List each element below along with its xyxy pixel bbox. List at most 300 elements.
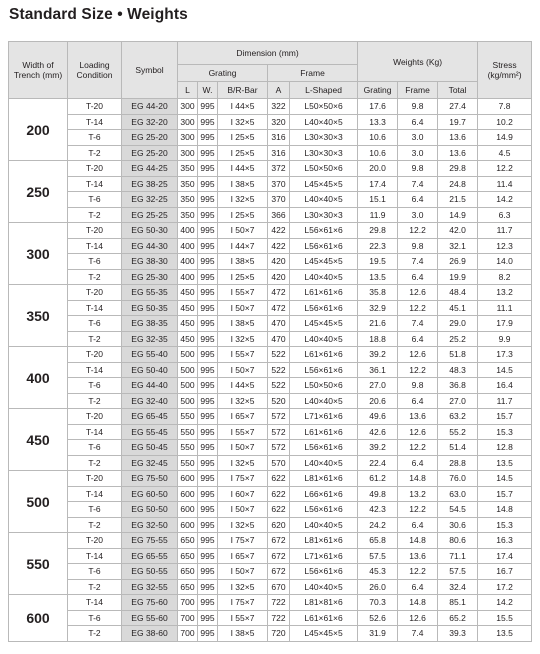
br-bar-cell: I 32×5: [218, 393, 268, 409]
weight-grating-cell: 13.3: [358, 114, 398, 130]
table-row: [9, 161, 532, 177]
weight-total-cell: 14.9: [438, 207, 478, 223]
weight-total-cell: 13.6: [438, 145, 478, 161]
a-cell: 572: [268, 440, 290, 456]
l-shaped-cell: L40×40×5: [290, 269, 358, 285]
l-cell: 600: [178, 471, 198, 487]
weight-grating-cell: 22.3: [358, 238, 398, 254]
stress-cell: 13.5: [478, 455, 532, 471]
weight-total-cell: 51.8: [438, 347, 478, 363]
a-cell: 520: [268, 393, 290, 409]
l-shaped-cell: L40×40×5: [290, 192, 358, 208]
w-cell: 995: [198, 145, 218, 161]
w-cell: 995: [198, 517, 218, 533]
trench-width-cell: 450: [9, 409, 68, 471]
l-shaped-cell: L56×61×6: [290, 300, 358, 316]
header-grating: Grating: [178, 65, 268, 82]
br-bar-cell: I 38×5: [218, 316, 268, 332]
weight-total-cell: 80.6: [438, 533, 478, 549]
table-row: [9, 99, 532, 115]
weight-total-cell: 25.2: [438, 331, 478, 347]
header-br-bar: B/R-Bar: [218, 82, 268, 99]
weight-frame-cell: 7.4: [398, 254, 438, 270]
loading-condition-cell: T-14: [68, 114, 122, 130]
loading-condition-cell: T-14: [68, 548, 122, 564]
loading-condition-cell: T-6: [68, 378, 122, 394]
w-cell: 995: [198, 176, 218, 192]
br-bar-cell: I 44×5: [218, 99, 268, 115]
table-row: [9, 207, 532, 223]
weight-frame-cell: 9.8: [398, 378, 438, 394]
symbol-cell: EG 50-45: [122, 440, 178, 456]
br-bar-cell: I 50×7: [218, 362, 268, 378]
symbol-cell: EG 65-45: [122, 409, 178, 425]
a-cell: 572: [268, 424, 290, 440]
l-cell: 550: [178, 409, 198, 425]
stress-cell: 15.3: [478, 517, 532, 533]
trench-width-cell: 600: [9, 595, 68, 642]
table-row: [9, 564, 532, 580]
l-shaped-cell: L40×40×5: [290, 455, 358, 471]
l-cell: 600: [178, 486, 198, 502]
weight-total-cell: 28.8: [438, 455, 478, 471]
br-bar-cell: I 55×7: [218, 610, 268, 626]
weight-total-cell: 19.9: [438, 269, 478, 285]
weight-frame-cell: 9.8: [398, 99, 438, 115]
table-row: [9, 393, 532, 409]
l-cell: 700: [178, 610, 198, 626]
a-cell: 472: [268, 300, 290, 316]
loading-condition-cell: T-2: [68, 517, 122, 533]
stress-cell: 11.1: [478, 300, 532, 316]
weight-total-cell: 13.6: [438, 130, 478, 146]
stress-cell: 16.7: [478, 564, 532, 580]
l-cell: 450: [178, 285, 198, 301]
l-cell: 650: [178, 564, 198, 580]
l-cell: 300: [178, 130, 198, 146]
w-cell: 995: [198, 347, 218, 363]
header-weight-frame: Frame: [398, 82, 438, 99]
l-shaped-cell: L61×61×6: [290, 285, 358, 301]
symbol-cell: EG 44-25: [122, 161, 178, 177]
stress-cell: 16.3: [478, 533, 532, 549]
w-cell: 995: [198, 207, 218, 223]
weight-grating-cell: 15.1: [358, 192, 398, 208]
br-bar-cell: I 32×5: [218, 192, 268, 208]
br-bar-cell: I 38×5: [218, 176, 268, 192]
symbol-cell: EG 44-30: [122, 238, 178, 254]
symbol-cell: EG 25-25: [122, 207, 178, 223]
br-bar-cell: I 25×5: [218, 145, 268, 161]
weight-frame-cell: 12.2: [398, 300, 438, 316]
l-shaped-cell: L61×61×6: [290, 347, 358, 363]
w-cell: 995: [198, 595, 218, 611]
l-cell: 450: [178, 300, 198, 316]
symbol-cell: EG 55-60: [122, 610, 178, 626]
trench-width-cell: 300: [9, 223, 68, 285]
stress-cell: 15.7: [478, 409, 532, 425]
symbol-cell: EG 65-55: [122, 548, 178, 564]
symbol-cell: EG 44-40: [122, 378, 178, 394]
l-cell: 500: [178, 362, 198, 378]
stress-cell: 15.3: [478, 424, 532, 440]
l-cell: 400: [178, 254, 198, 270]
loading-condition-cell: T-20: [68, 285, 122, 301]
weight-grating-cell: 21.6: [358, 316, 398, 332]
a-cell: 622: [268, 471, 290, 487]
weight-frame-cell: 12.6: [398, 610, 438, 626]
symbol-cell: EG 75-60: [122, 595, 178, 611]
stress-cell: 12.8: [478, 440, 532, 456]
weight-total-cell: 63.0: [438, 486, 478, 502]
stress-cell: 7.8: [478, 99, 532, 115]
stress-cell: 10.2: [478, 114, 532, 130]
l-shaped-cell: L45×45×5: [290, 254, 358, 270]
symbol-cell: EG 55-45: [122, 424, 178, 440]
stress-cell: 11.7: [478, 393, 532, 409]
header-loading-condition: Loading Condition: [68, 42, 122, 99]
symbol-cell: EG 50-35: [122, 300, 178, 316]
stress-cell: 13.2: [478, 285, 532, 301]
weight-total-cell: 32.4: [438, 579, 478, 595]
a-cell: 422: [268, 223, 290, 239]
weight-frame-cell: 6.4: [398, 579, 438, 595]
weight-total-cell: 42.0: [438, 223, 478, 239]
l-shaped-cell: L56×61×6: [290, 238, 358, 254]
l-shaped-cell: L71×61×6: [290, 548, 358, 564]
w-cell: 995: [198, 424, 218, 440]
table-row: [9, 378, 532, 394]
l-shaped-cell: L61×61×6: [290, 424, 358, 440]
br-bar-cell: I 25×5: [218, 130, 268, 146]
loading-condition-cell: T-6: [68, 130, 122, 146]
weight-total-cell: 85.1: [438, 595, 478, 611]
br-bar-cell: I 50×7: [218, 300, 268, 316]
trench-width-cell: 250: [9, 161, 68, 223]
weight-total-cell: 27.0: [438, 393, 478, 409]
weight-frame-cell: 9.8: [398, 238, 438, 254]
loading-condition-cell: T-6: [68, 610, 122, 626]
table-row: [9, 223, 532, 239]
weight-grating-cell: 22.4: [358, 455, 398, 471]
weight-grating-cell: 52.6: [358, 610, 398, 626]
table-row: [9, 517, 532, 533]
l-cell: 450: [178, 316, 198, 332]
table-row: [9, 300, 532, 316]
a-cell: 720: [268, 626, 290, 642]
weight-total-cell: 29.8: [438, 161, 478, 177]
stress-cell: 17.2: [478, 579, 532, 595]
a-cell: 722: [268, 610, 290, 626]
symbol-cell: EG 50-50: [122, 502, 178, 518]
loading-condition-cell: T-2: [68, 579, 122, 595]
w-cell: 995: [198, 610, 218, 626]
l-shaped-cell: L56×61×6: [290, 502, 358, 518]
table-row: [9, 626, 532, 642]
stress-cell: 14.5: [478, 362, 532, 378]
weight-frame-cell: 3.0: [398, 130, 438, 146]
loading-condition-cell: T-20: [68, 471, 122, 487]
w-cell: 995: [198, 548, 218, 564]
weight-grating-cell: 20.0: [358, 161, 398, 177]
weight-total-cell: 76.0: [438, 471, 478, 487]
loading-condition-cell: T-14: [68, 238, 122, 254]
a-cell: 622: [268, 502, 290, 518]
loading-condition-cell: T-6: [68, 254, 122, 270]
l-cell: 600: [178, 517, 198, 533]
weight-frame-cell: 3.0: [398, 145, 438, 161]
table-row: [9, 579, 532, 595]
weight-total-cell: 32.1: [438, 238, 478, 254]
w-cell: 995: [198, 502, 218, 518]
header-width-of-trench: Width of Trench (mm): [9, 42, 68, 99]
stress-cell: 14.9: [478, 130, 532, 146]
weight-frame-cell: 6.4: [398, 517, 438, 533]
a-cell: 420: [268, 254, 290, 270]
symbol-cell: EG 32-40: [122, 393, 178, 409]
stress-cell: 12.2: [478, 161, 532, 177]
table-row: [9, 471, 532, 487]
br-bar-cell: I 75×7: [218, 471, 268, 487]
loading-condition-cell: T-20: [68, 409, 122, 425]
loading-condition-cell: T-20: [68, 533, 122, 549]
w-cell: 995: [198, 316, 218, 332]
symbol-cell: EG 55-35: [122, 285, 178, 301]
stress-cell: 11.7: [478, 223, 532, 239]
l-cell: 500: [178, 378, 198, 394]
w-cell: 995: [198, 409, 218, 425]
weight-grating-cell: 11.9: [358, 207, 398, 223]
symbol-cell: EG 32-50: [122, 517, 178, 533]
symbol-cell: EG 60-50: [122, 486, 178, 502]
loading-condition-cell: T-14: [68, 486, 122, 502]
weight-grating-cell: 49.8: [358, 486, 398, 502]
stress-cell: 4.5: [478, 145, 532, 161]
table-row: [9, 316, 532, 332]
l-cell: 400: [178, 223, 198, 239]
table-row: [9, 455, 532, 471]
table-row: [9, 285, 532, 301]
symbol-cell: EG 25-20: [122, 130, 178, 146]
w-cell: 995: [198, 486, 218, 502]
l-shaped-cell: L50×50×6: [290, 99, 358, 115]
a-cell: 672: [268, 564, 290, 580]
weight-frame-cell: 12.2: [398, 564, 438, 580]
w-cell: 995: [198, 564, 218, 580]
a-cell: 316: [268, 145, 290, 161]
header-dimension: Dimension (mm): [178, 42, 358, 65]
weight-frame-cell: 7.4: [398, 626, 438, 642]
br-bar-cell: I 32×5: [218, 517, 268, 533]
l-cell: 450: [178, 331, 198, 347]
stress-cell: 12.3: [478, 238, 532, 254]
w-cell: 995: [198, 533, 218, 549]
w-cell: 995: [198, 161, 218, 177]
weight-frame-cell: 3.0: [398, 207, 438, 223]
l-shaped-cell: L45×45×5: [290, 316, 358, 332]
symbol-cell: EG 50-55: [122, 564, 178, 580]
br-bar-cell: I 25×5: [218, 269, 268, 285]
table-row: [9, 486, 532, 502]
br-bar-cell: I 65×7: [218, 409, 268, 425]
symbol-cell: EG 32-35: [122, 331, 178, 347]
br-bar-cell: I 25×5: [218, 207, 268, 223]
br-bar-cell: I 44×5: [218, 161, 268, 177]
loading-condition-cell: T-2: [68, 331, 122, 347]
l-cell: 350: [178, 192, 198, 208]
symbol-cell: EG 32-25: [122, 192, 178, 208]
table-row: [9, 610, 532, 626]
weight-total-cell: 24.8: [438, 176, 478, 192]
weight-grating-cell: 20.6: [358, 393, 398, 409]
table-row: [9, 192, 532, 208]
a-cell: 366: [268, 207, 290, 223]
table-row: [9, 409, 532, 425]
l-shaped-cell: L30×30×3: [290, 130, 358, 146]
table-row: [9, 254, 532, 270]
l-cell: 550: [178, 440, 198, 456]
weight-frame-cell: 7.4: [398, 316, 438, 332]
weight-total-cell: 19.7: [438, 114, 478, 130]
stress-cell: 15.7: [478, 486, 532, 502]
weight-total-cell: 71.1: [438, 548, 478, 564]
symbol-cell: EG 38-35: [122, 316, 178, 332]
loading-condition-cell: T-2: [68, 207, 122, 223]
weight-total-cell: 54.5: [438, 502, 478, 518]
l-cell: 650: [178, 548, 198, 564]
a-cell: 420: [268, 269, 290, 285]
table-row: [9, 533, 532, 549]
w-cell: 995: [198, 269, 218, 285]
a-cell: 572: [268, 409, 290, 425]
table-header: [9, 42, 532, 99]
weight-grating-cell: 29.8: [358, 223, 398, 239]
weight-grating-cell: 31.9: [358, 626, 398, 642]
symbol-cell: EG 32-45: [122, 455, 178, 471]
w-cell: 995: [198, 440, 218, 456]
w-cell: 995: [198, 238, 218, 254]
table-row: [9, 114, 532, 130]
weight-grating-cell: 35.8: [358, 285, 398, 301]
weight-grating-cell: 70.3: [358, 595, 398, 611]
l-shaped-cell: L45×45×5: [290, 176, 358, 192]
table-row: [9, 424, 532, 440]
br-bar-cell: I 75×7: [218, 533, 268, 549]
a-cell: 322: [268, 99, 290, 115]
br-bar-cell: I 44×5: [218, 378, 268, 394]
symbol-cell: EG 25-20: [122, 145, 178, 161]
stress-cell: 17.9: [478, 316, 532, 332]
weight-grating-cell: 49.6: [358, 409, 398, 425]
weight-grating-cell: 17.4: [358, 176, 398, 192]
l-cell: 300: [178, 99, 198, 115]
w-cell: 995: [198, 99, 218, 115]
weight-frame-cell: 6.4: [398, 393, 438, 409]
br-bar-cell: I 32×5: [218, 455, 268, 471]
weight-frame-cell: 12.6: [398, 285, 438, 301]
l-cell: 400: [178, 238, 198, 254]
symbol-cell: EG 38-25: [122, 176, 178, 192]
l-cell: 650: [178, 533, 198, 549]
loading-condition-cell: T-2: [68, 455, 122, 471]
header-a: A: [268, 82, 290, 99]
w-cell: 995: [198, 471, 218, 487]
table-row: [9, 347, 532, 363]
weight-frame-cell: 9.8: [398, 161, 438, 177]
stress-cell: 14.2: [478, 192, 532, 208]
w-cell: 995: [198, 393, 218, 409]
header-l-shaped: L-Shaped: [290, 82, 358, 99]
symbol-cell: EG 50-40: [122, 362, 178, 378]
weight-total-cell: 29.0: [438, 316, 478, 332]
l-cell: 550: [178, 455, 198, 471]
l-shaped-cell: L61×61×6: [290, 610, 358, 626]
l-cell: 350: [178, 176, 198, 192]
weight-grating-cell: 19.5: [358, 254, 398, 270]
a-cell: 522: [268, 378, 290, 394]
stress-cell: 17.3: [478, 347, 532, 363]
weight-grating-cell: 39.2: [358, 440, 398, 456]
weight-total-cell: 30.6: [438, 517, 478, 533]
weight-grating-cell: 13.5: [358, 269, 398, 285]
weight-frame-cell: 13.2: [398, 486, 438, 502]
l-cell: 500: [178, 347, 198, 363]
loading-condition-cell: T-2: [68, 145, 122, 161]
br-bar-cell: I 55×7: [218, 285, 268, 301]
l-cell: 350: [178, 161, 198, 177]
table-row: [9, 548, 532, 564]
a-cell: 670: [268, 579, 290, 595]
weight-grating-cell: 42.6: [358, 424, 398, 440]
l-shaped-cell: L30×30×3: [290, 207, 358, 223]
weight-frame-cell: 12.6: [398, 347, 438, 363]
header-l: L: [178, 82, 198, 99]
br-bar-cell: I 44×7: [218, 238, 268, 254]
br-bar-cell: I 32×5: [218, 114, 268, 130]
weight-total-cell: 55.2: [438, 424, 478, 440]
loading-condition-cell: T-6: [68, 502, 122, 518]
a-cell: 622: [268, 486, 290, 502]
table-row: [9, 595, 532, 611]
a-cell: 522: [268, 347, 290, 363]
header-weights: Weights (Kg): [358, 42, 478, 82]
a-cell: 620: [268, 517, 290, 533]
stress-cell: 6.3: [478, 207, 532, 223]
stress-cell: 14.2: [478, 595, 532, 611]
weight-frame-cell: 13.6: [398, 548, 438, 564]
table-row: [9, 145, 532, 161]
weight-grating-cell: 45.3: [358, 564, 398, 580]
header-weight-grating: Grating: [358, 82, 398, 99]
l-shaped-cell: L56×61×6: [290, 440, 358, 456]
table-body: [9, 99, 532, 642]
weight-frame-cell: 12.2: [398, 440, 438, 456]
loading-condition-cell: T-14: [68, 424, 122, 440]
weight-grating-cell: 42.3: [358, 502, 398, 518]
w-cell: 995: [198, 331, 218, 347]
weight-grating-cell: 10.6: [358, 145, 398, 161]
stress-cell: 16.4: [478, 378, 532, 394]
symbol-cell: EG 75-55: [122, 533, 178, 549]
l-shaped-cell: L71×61×6: [290, 409, 358, 425]
weight-frame-cell: 14.8: [398, 471, 438, 487]
br-bar-cell: I 50×7: [218, 564, 268, 580]
w-cell: 995: [198, 300, 218, 316]
l-shaped-cell: L40×40×5: [290, 579, 358, 595]
table-row: [9, 130, 532, 146]
br-bar-cell: I 32×5: [218, 331, 268, 347]
trench-width-cell: 500: [9, 471, 68, 533]
